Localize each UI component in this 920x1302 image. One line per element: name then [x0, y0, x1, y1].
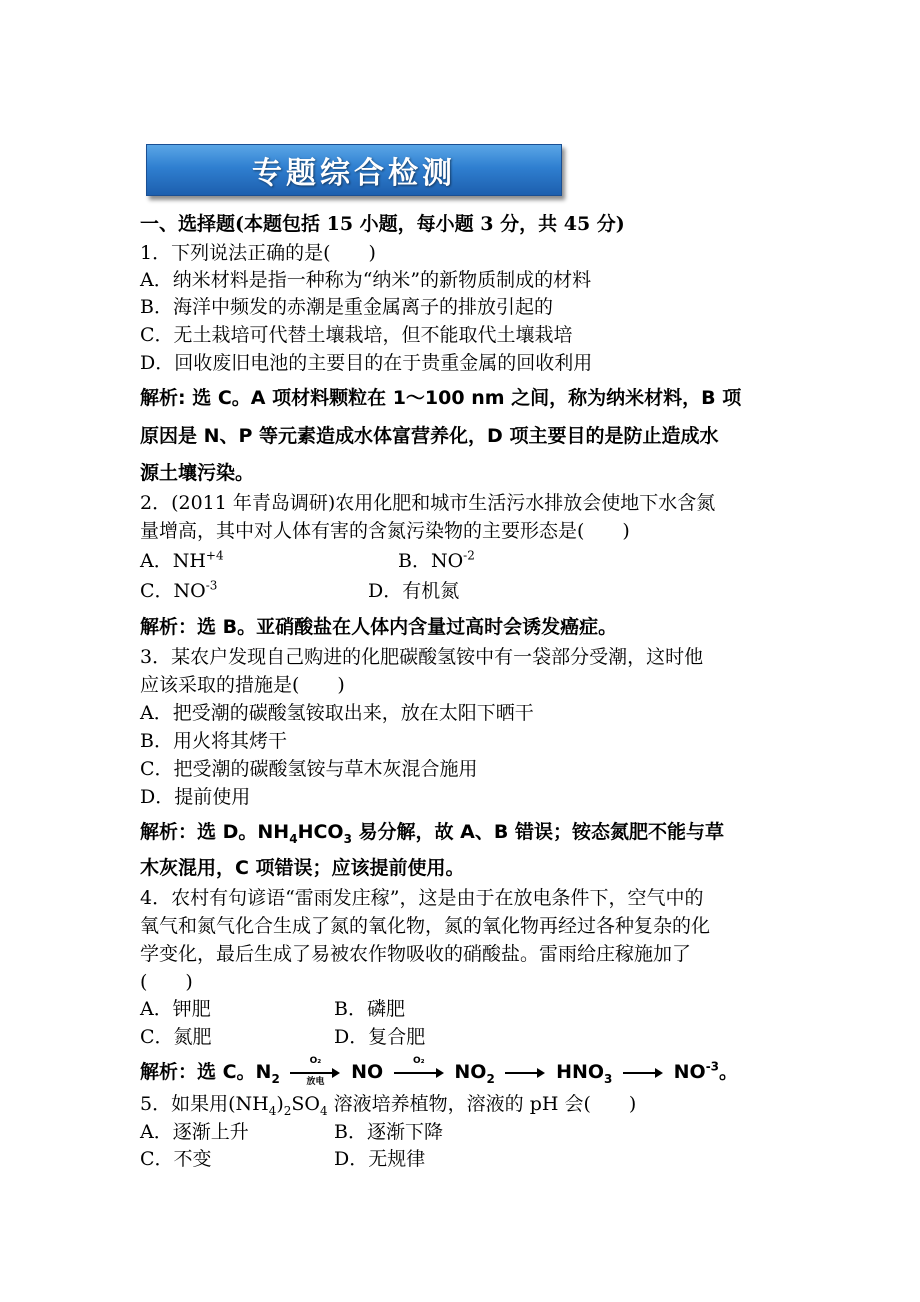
q4-option-d: D．复合肥 [334, 1026, 426, 1048]
q3-stem-line: 3．某农户发现自己购进的化肥碳酸氢铵中有一袋部分受潮，这时他 [140, 646, 704, 668]
q1-analysis-line: 源土壤污染。 [140, 462, 255, 484]
reaction-arrow [505, 1068, 545, 1078]
q5-option-b: B．逐渐下降 [334, 1121, 443, 1143]
q3-analysis-line: 木灰混用，C 项错误；应该提前使用。 [140, 857, 465, 879]
q1-analysis-line: 原因是 N、P 等元素造成水体富营养化，D 项主要目的是防止造成水 [140, 425, 719, 447]
q1-option-a: A．纳米材料是指一种称为“纳米”的新物质制成的材料 [140, 269, 592, 291]
q2-option-c: C．$NO^{-3}$ [140, 578, 218, 602]
q2-stem-line: 量增高，其中对人体有害的含氮污染物的主要形态是( ) [140, 520, 630, 542]
q3-option-c: C．把受潮的碳酸氢铵与草木灰混合施用 [140, 758, 478, 780]
q3-stem-line: 应该采取的措施是( ) [140, 674, 345, 696]
q1-stem: 1．下列说法正确的是( ) [140, 242, 376, 264]
q1-option-d: D．回收废旧电池的主要目的在于贵重金属的回收利用 [140, 352, 593, 374]
q1-analysis-line: 解析: 选 C。A 项材料颗粒在 1～100 nm 之间，称为纳米材料，B 项 [140, 387, 742, 409]
q2-option-a: A．$NH^{+4}$ [140, 548, 224, 572]
q4-option-a: A．钾肥 [140, 998, 211, 1020]
q4-stem-line: ( ) [140, 971, 193, 993]
q4-analysis: 解析：选 C。$N_2$ O₂ 放电 NO O₂ $NO_2$ $HNO_3$ $NO^{-3}$。 [140, 1055, 739, 1087]
banner-title: 专题综合检测 [252, 156, 456, 191]
reaction-arrow [623, 1068, 663, 1078]
q5-option-c: C．不变 [140, 1148, 212, 1170]
q3-option-b: B．用火将其烤干 [140, 730, 287, 752]
q1-option-b: B．海洋中频发的赤潮是重金属离子的排放引起的 [140, 296, 553, 318]
q5-stem: 5．如果用$(NH_4)_2SO_4$ 溶液培养植物，溶液的 pH 会( ) [140, 1093, 637, 1118]
q3-option-a: A．把受潮的碳酸氢铵取出来，放在太阳下晒干 [140, 702, 534, 724]
section-title: 一、选择题(本题包括 15 小题，每小题 3 分，共 45 分) [140, 213, 625, 235]
q2-stem-line: 2．(2011 年青岛调研)农用化肥和城市生活污水排放会使地下水含氮 [140, 492, 716, 514]
q5-option-d: D．无规律 [334, 1148, 426, 1170]
q4-stem-line: 氧气和氮气化合生成了氮的氧化物，氮的氧化物再经过各种复杂的化 [140, 915, 711, 937]
reaction-arrow: O₂ 放电 [290, 1068, 340, 1078]
q1-option-c: C．无土栽培可代替土壤栽培，但不能取代土壤栽培 [140, 324, 573, 346]
q3-option-d: D．提前使用 [140, 786, 251, 808]
q2-analysis: 解析：选 B。亚硝酸盐在人体内含量过高时会诱发癌症。 [140, 616, 618, 638]
q4-stem-line: 学变化，最后生成了易被农作物吸收的硝酸盐。雷雨给庄稼施加了 [140, 943, 692, 965]
title-banner [146, 144, 562, 196]
q2-option-d: D．有机氮 [368, 580, 460, 602]
q3-analysis-line: 解析：选 D。$NH_4HCO_3$ 易分解，故 A、B 错误；铵态氮肥不能与草 [140, 821, 724, 846]
q5-option-a: A．逐渐上升 [140, 1121, 249, 1143]
reaction-arrow: O₂ [394, 1068, 444, 1078]
q4-option-c: C．氮肥 [140, 1026, 212, 1048]
q2-option-b: B．$NO^{-2}$ [398, 548, 475, 572]
q4-option-b: B．磷肥 [334, 998, 405, 1020]
q4-stem-line: 4．农村有句谚语“雷雨发庄稼”，这是由于在放电条件下，空气中的 [140, 887, 704, 909]
